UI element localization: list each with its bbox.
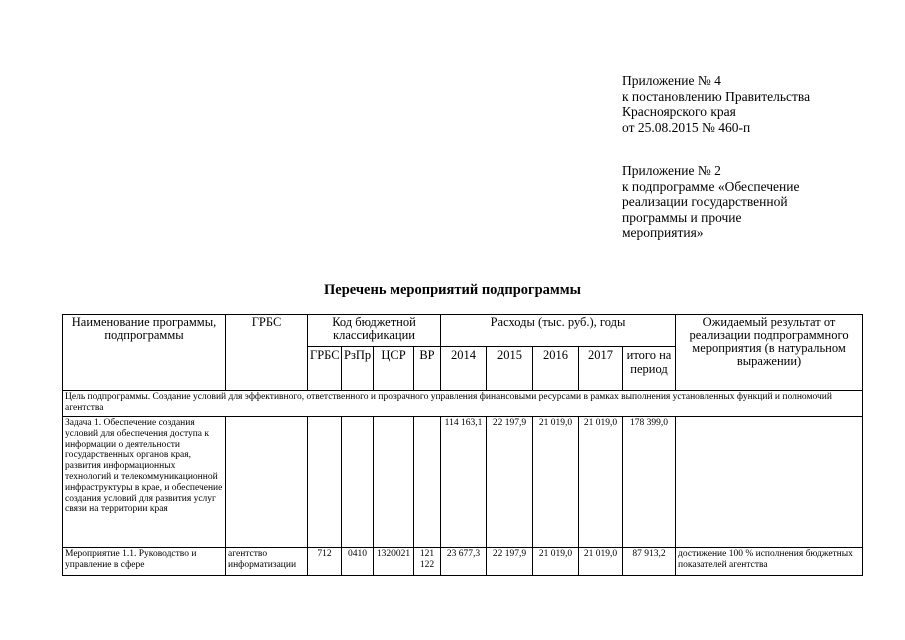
header-year-2016: 2016 <box>533 347 579 391</box>
task-vr <box>414 417 441 548</box>
measure-2014: 23 677,3 <box>441 548 487 576</box>
appendix-line: реализации государственной <box>622 194 788 209</box>
header-year-2014: 2014 <box>441 347 487 391</box>
header-code-group: Код бюджетной классификации <box>308 315 441 347</box>
appendix-line: Приложение № 2 <box>622 163 721 178</box>
header-code-grbs: ГРБС <box>308 347 342 391</box>
measure-result: достижение 100 % исполнения бюджетных показателей агентства <box>676 548 863 576</box>
header-name: Наименование программы, подпрограммы <box>63 315 226 391</box>
measure-code-grbs: 712 <box>308 548 342 576</box>
document-title: Перечень мероприятий подпрограммы <box>324 282 581 298</box>
appendix-line: программы и прочие <box>622 209 742 225</box>
task-grbs <box>226 417 308 548</box>
appendix-2-block <box>622 163 799 241</box>
header-year-2015: 2015 <box>487 347 533 391</box>
task-2016: 21 019,0 <box>533 417 579 548</box>
measure-name: Мероприятие 1.1. Руководство и управление в сфере <box>63 548 226 576</box>
appendix-line: к постановлению Правительства <box>622 88 811 104</box>
appendix-line: Красноярского края <box>622 104 736 119</box>
measure-total: 87 913,2 <box>623 548 676 576</box>
appendix-line: Приложение № 4 <box>622 73 721 88</box>
header-grbs: ГРБС <box>226 315 308 391</box>
measure-2017: 21 019,0 <box>579 548 623 576</box>
table-row <box>63 417 863 548</box>
task-2017: 21 019,0 <box>579 417 623 548</box>
measure-csr: 1320021 <box>374 548 414 576</box>
measure-vr: 121 122 <box>414 548 441 576</box>
header-code-csr: ЦСР <box>374 347 414 391</box>
task-code-grbs <box>308 417 342 548</box>
table-row <box>63 548 863 576</box>
measure-2015: 22 197,9 <box>487 548 533 576</box>
appendix-line: от 25.08.2015 № 460-п <box>622 119 751 135</box>
appendix-line: мероприятия» <box>622 225 704 240</box>
measures-table <box>62 314 863 576</box>
task-2015: 22 197,9 <box>487 417 533 548</box>
goal-row: Цель подпрограммы. Создание условий для эффективного, ответственного и прозрачного управления финансовыми ресурсами в рамках выполнения установленных функций и полномочий агентства <box>63 391 863 417</box>
task-csr <box>374 417 414 548</box>
header-code-rzpr: РзПр <box>342 347 374 391</box>
task-rzpr <box>342 417 374 548</box>
task-total: 178 399,0 <box>623 417 676 548</box>
appendix-4-block <box>622 73 810 135</box>
header-year-2017: 2017 <box>579 347 623 391</box>
measure-2016: 21 019,0 <box>533 548 579 576</box>
appendix-line: к подпрограмме «Обеспечение <box>622 178 800 194</box>
task-name: Задача 1. Обеспечение создания условий для обеспечения доступа к информации о деятельности государственных органов края, развития информационных технологий и телекоммуникационной инфраструктуры в крае, и обеспечение создания условий для развития услуг связи на территории края <box>63 417 226 548</box>
header-total: итого на период <box>623 347 676 391</box>
task-2014: 114 163,1 <box>441 417 487 548</box>
header-expenses-group: Расходы (тыс. руб.), годы <box>441 315 676 347</box>
header-code-vr: ВР <box>414 347 441 391</box>
measure-grbs: агентство информатизации <box>226 548 308 576</box>
task-result <box>676 417 863 548</box>
header-result: Ожидаемый результат от реализации подпрограммного мероприятия (в натуральном выражении) <box>676 315 863 391</box>
measure-rzpr: 0410 <box>342 548 374 576</box>
